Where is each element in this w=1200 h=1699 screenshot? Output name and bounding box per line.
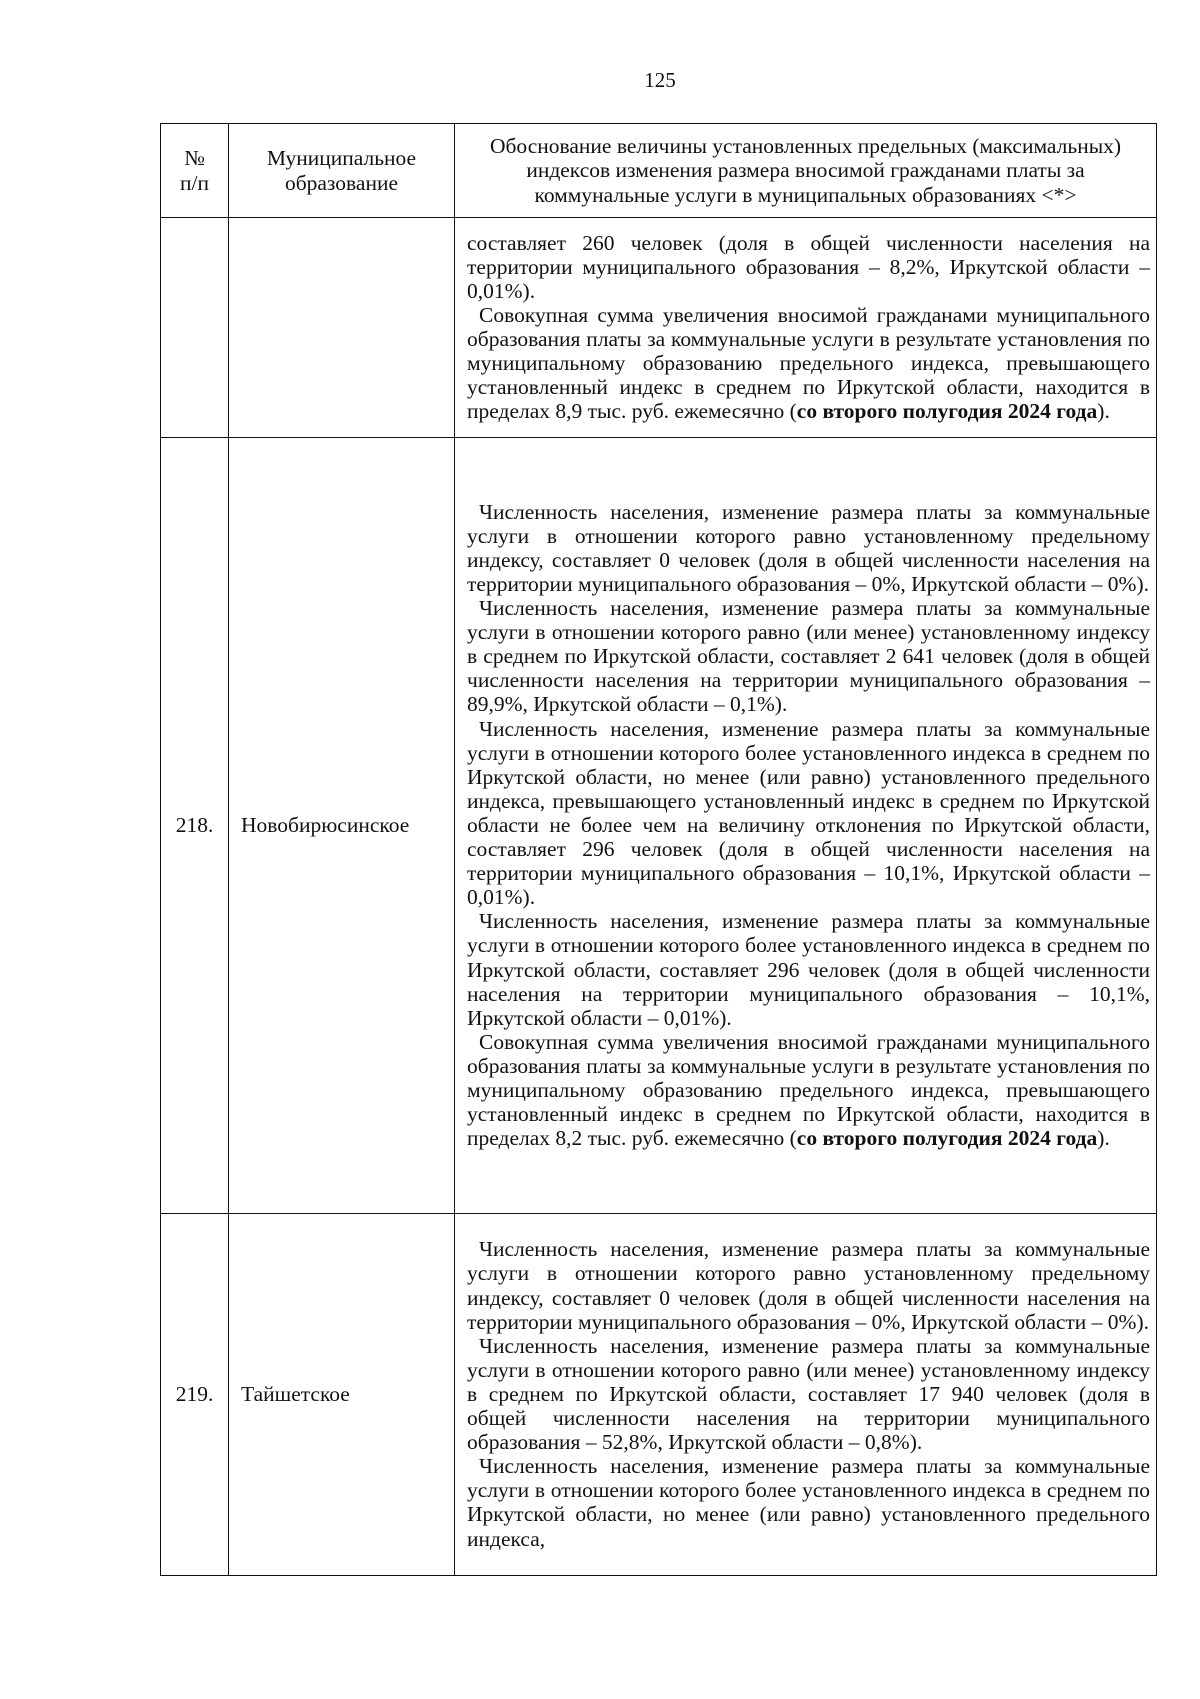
period-emphasis: со второго полугодия 2024 года [796, 399, 1098, 424]
period-emphasis: со второго полугодия 2024 года [796, 1126, 1098, 1151]
paragraph: Численность населения, изменение размера платы за коммунальные услуги в отношении которого более установленного индекса в среднем по Иркутской области, но менее (или равно) установленного предельного индекса, превышающего установленный индекс в среднем по Иркутской области не более чем на величину отклонения по Иркутской области, составляет 296 человек (доля в общей численности населения на территории муниципального образования – 10,1%, Иркутской области – 0,01%). [467, 716, 1150, 910]
paragraph: составляет 260 человек (доля в общей численности населения на территории муниципального образования – 8,2%, Иркутской области – 0,01%). [467, 230, 1150, 303]
paragraph: Совокупная сумма увеличения вносимой гражданами муниципального образования платы за коммунальные услуги в результате установления по муниципальному образованию предельного индекса, превышающего установленный индекс в среднем по Иркутской области, находится в пределах 8,9 тыс. руб. ежемесячно (со второго полугодия 2024 года). [467, 302, 1150, 424]
row-justification [455, 218, 1157, 438]
row-municipality: Новобирюсинское [229, 438, 455, 1214]
row-number: 218. [161, 438, 229, 1214]
paragraph: Численность населения, изменение размера платы за коммунальные услуги в отношении которого равно установленному предельному индексу, составляет 0 человек (доля в общей численности населения на территории муниципального образования – 0%, Иркутской области – 0%). [467, 499, 1150, 597]
paragraph: Численность населения, изменение размера платы за коммунальные услуги в отношении которого равно (или менее) установленному индексу в среднем по Иркутской области, составляет 17 940 человек (доля в общей численности населения на территории муниципального образования – 52,8%, Иркутской области – 0,8%). [467, 1333, 1150, 1455]
row-number: 219. [161, 1214, 229, 1576]
table-row [161, 1214, 1157, 1576]
table-row [161, 218, 1157, 438]
paragraph: Численность населения, изменение размера платы за коммунальные услуги в отношении которого более установленного индекса в среднем по Иркутской области, но менее (или равно) установленного предельного индекса, [467, 1454, 1150, 1551]
row-justification [455, 1214, 1157, 1576]
page-number: 125 [644, 68, 676, 92]
row-justification [455, 438, 1157, 1214]
header-justification: Обоснование величины установленных предельных (максимальных) индексов изменения размера вносимой гражданами платы за коммунальные услуги в муниципальных образованиях <*> [455, 124, 1157, 218]
row-municipality [229, 218, 455, 438]
paragraph: Численность населения, изменение размера платы за коммунальные услуги в отношении которого более установленного индекса в среднем по Иркутской области, составляет 296 человек (доля в общей численности населения на территории муниципального образования – 10,1%, Иркутской области – 0,01%). [467, 909, 1150, 1030]
table-row [161, 438, 1157, 1214]
paragraph: Численность населения, изменение размера платы за коммунальные услуги в отношении которого равно (или менее) установленному индексу в среднем по Иркутской области, составляет 2 641 человек (доля в общей численности населения на территории муниципального образования – 89,9%, Иркутской области – 0,1%). [467, 596, 1150, 717]
table-header-row [161, 124, 1157, 218]
paragraph: Совокупная сумма увеличения вносимой гражданами муниципального образования платы за коммунальные услуги в результате установления по муниципальному образованию предельного индекса, превышающего установленный индекс в среднем по Иркутской области, находится в пределах 8,2 тыс. руб. ежемесячно (со второго полугодия 2024 года). [467, 1029, 1150, 1151]
row-number [161, 218, 229, 438]
paragraph: Численность населения, изменение размера платы за коммунальные услуги в отношении которого равно установленному предельному индексу, составляет 0 человек (доля в общей численности населения на территории муниципального образования – 0%, Иркутской области – 0%). [467, 1237, 1150, 1334]
header-num: № п/п [161, 124, 229, 218]
index-justification-table [160, 123, 1157, 1576]
row-municipality: Тайшетское [229, 1214, 455, 1576]
header-municipality: Муниципальное образование [229, 124, 455, 218]
